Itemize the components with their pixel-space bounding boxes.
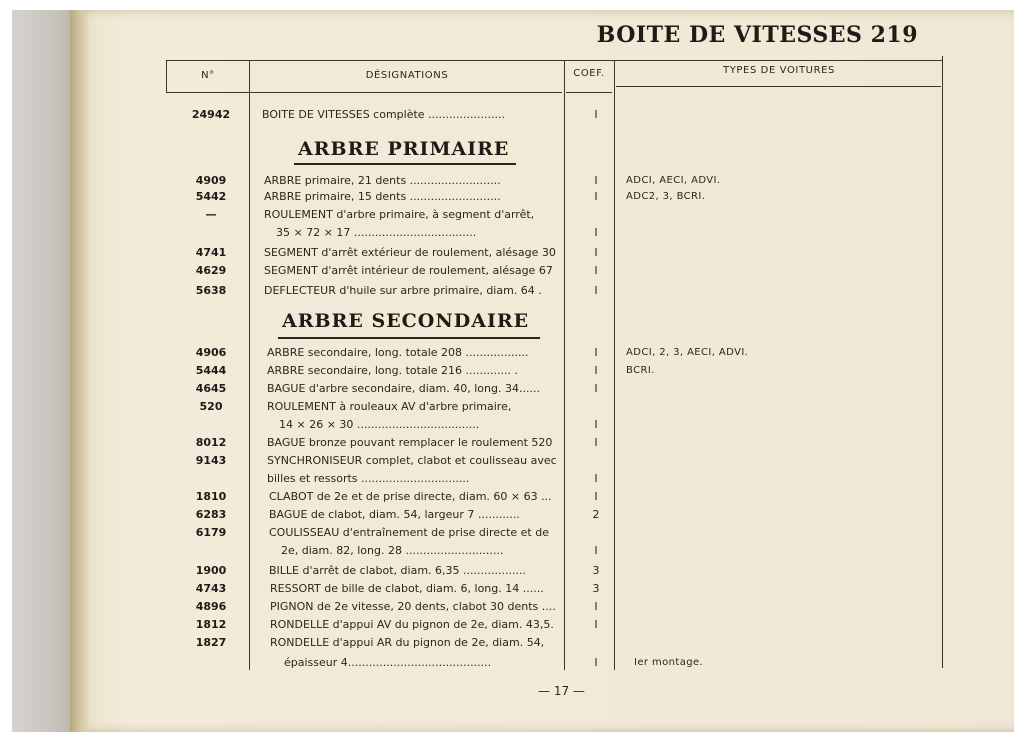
page-number: — 17 — (538, 684, 585, 698)
part-number: 1810 (195, 490, 227, 503)
part-designation: 2e, diam. 82, long. 28 ............................ (281, 544, 504, 557)
section-underline (278, 337, 540, 339)
part-coefficient: I (594, 544, 598, 557)
table-row (0, 655, 1024, 671)
column-header-num: N° (201, 70, 215, 81)
table-row (0, 453, 1024, 469)
part-number: 5444 (195, 364, 227, 377)
vehicle-types: ADCI, AECI, ADVI. (626, 175, 721, 186)
table-row (0, 363, 1024, 379)
table-row (0, 525, 1024, 541)
column-header-coef: COEF. (573, 68, 605, 79)
vehicle-types: ADCI, 2, 3, AECI, ADVI. (626, 347, 749, 358)
part-number: 1827 (195, 636, 227, 649)
table-row (0, 635, 1024, 651)
part-designation: RONDELLE d'appui AR du pignon de 2e, diam. 54, (270, 636, 545, 649)
part-number: 8012 (195, 436, 227, 449)
part-coefficient: I (594, 108, 598, 121)
part-coefficient: I (594, 418, 598, 431)
table-row (0, 399, 1024, 415)
part-designation: BAGUE bronze pouvant remplacer le roulement 520 (267, 436, 553, 449)
section-heading-arbre-primaire: ARBRE PRIMAIRE (298, 138, 510, 160)
part-designation: SEGMENT d'arrêt intérieur de roulement, alésage 67 (264, 264, 553, 277)
column-header-types: TYPES DE VOITURES (722, 65, 836, 76)
table-row (0, 417, 1024, 433)
part-coefficient: 2 (592, 508, 600, 521)
part-designation: CLABOT de 2e et de prise directe, diam. 60 × 63 ... (269, 490, 552, 503)
part-number: 5442 (195, 190, 227, 203)
part-coefficient: I (594, 264, 598, 277)
part-number: 1812 (195, 618, 227, 631)
vehicle-types: ADC2, 3, BCRI. (626, 191, 706, 202)
part-designation: 14 × 26 × 30 ................................... (279, 418, 480, 431)
part-number: 4629 (195, 264, 227, 277)
part-designation: RONDELLE d'appui AV du pignon de 2e, diam. 43,5. (270, 618, 554, 631)
part-number: — (205, 208, 217, 221)
part-designation: ROULEMENT à rouleaux AV d'arbre primaire, (267, 400, 512, 413)
table-row (0, 381, 1024, 397)
table-row (0, 617, 1024, 633)
part-coefficient: I (594, 436, 598, 449)
part-designation: BILLE d'arrêt de clabot, diam. 6,35 .................. (269, 564, 526, 577)
part-number: 4909 (195, 174, 227, 187)
table-row (0, 189, 1024, 205)
part-number: 4645 (195, 382, 227, 395)
part-designation: PIGNON de 2e vitesse, 20 dents, clabot 30 dents .... (270, 600, 556, 613)
part-number: 24942 (191, 108, 231, 121)
part-number: 6179 (195, 526, 227, 539)
part-coefficient: 3 (592, 582, 600, 595)
header-bottom-rule-types (616, 86, 941, 87)
table-row (0, 345, 1024, 361)
part-designation: SYNCHRONISEUR complet, clabot et coulisseau avec (267, 454, 557, 467)
part-coefficient: I (594, 226, 598, 239)
header-bottom-rule-left (166, 92, 562, 93)
part-coefficient: I (594, 382, 598, 395)
part-coefficient: I (594, 364, 598, 377)
part-designation: DEFLECTEUR d'huile sur arbre primaire, diam. 64 . (264, 284, 542, 297)
part-designation: ROULEMENT d'arbre primaire, à segment d'arrêt, (264, 208, 535, 221)
part-coefficient: I (594, 490, 598, 503)
part-number: 4743 (195, 582, 227, 595)
section-underline (294, 163, 516, 165)
part-coefficient: I (594, 284, 598, 297)
table-row (0, 599, 1024, 615)
part-designation: ARBRE secondaire, long. totale 208 .................. (267, 346, 529, 359)
table-row (0, 563, 1024, 579)
part-designation: billes et ressorts ............................... (267, 472, 470, 485)
part-number: 4741 (195, 246, 227, 259)
part-coefficient: I (594, 190, 598, 203)
part-coefficient: I (594, 346, 598, 359)
table-row (0, 207, 1024, 223)
vehicle-types: Ier montage. (634, 657, 704, 668)
table-row (0, 263, 1024, 279)
table-row (0, 507, 1024, 523)
part-coefficient: I (594, 472, 598, 485)
table-top-rule (166, 60, 943, 61)
table-row (0, 245, 1024, 261)
table-row (0, 489, 1024, 505)
table-row (0, 173, 1024, 189)
part-number: 9143 (195, 454, 227, 467)
part-number: 6283 (195, 508, 227, 521)
part-designation: épaisseur 4......................................... (284, 656, 492, 669)
section-heading-arbre-secondaire: ARBRE SECONDAIRE (282, 310, 530, 332)
table-row (0, 225, 1024, 241)
part-coefficient: I (594, 618, 598, 631)
part-designation: ARBRE secondaire, long. totale 216 ............. . (267, 364, 518, 377)
part-designation: COULISSEAU d'entraînement de prise directe et de (269, 526, 549, 539)
column-header-designations: DÉSIGNATIONS (365, 70, 449, 81)
part-designation: RESSORT de bille de clabot, diam. 6, long. 14 ...... (270, 582, 544, 595)
part-coefficient: I (594, 246, 598, 259)
table-row (0, 581, 1024, 597)
part-coefficient: I (594, 174, 598, 187)
table-row (0, 435, 1024, 451)
table-row (0, 107, 1024, 123)
header-bottom-rule-coef (566, 92, 612, 93)
col-divider-left (166, 60, 167, 93)
part-designation: BOITE DE VITESSES complète ...................... (262, 108, 505, 121)
part-designation: 35 × 72 × 17 ................................... (276, 226, 477, 239)
part-coefficient: 3 (592, 564, 600, 577)
part-number: 4896 (195, 600, 227, 613)
vehicle-types: BCRI. (626, 365, 655, 376)
part-designation: BAGUE de clabot, diam. 54, largeur 7 ............ (269, 508, 520, 521)
part-number: 4906 (195, 346, 227, 359)
page-title: BOITE DE VITESSES 219 (596, 22, 918, 48)
table-row (0, 543, 1024, 559)
part-coefficient: I (594, 656, 598, 669)
part-number: 520 (199, 400, 223, 413)
part-coefficient: I (594, 600, 598, 613)
table-row (0, 471, 1024, 487)
part-designation: ARBRE primaire, 15 dents .......................... (264, 190, 501, 203)
part-number: 1900 (195, 564, 227, 577)
part-number: 5638 (195, 284, 227, 297)
table-row (0, 283, 1024, 299)
part-designation: BAGUE d'arbre secondaire, diam. 40, long. 34...... (267, 382, 540, 395)
part-designation: ARBRE primaire, 21 dents .......................... (264, 174, 501, 187)
part-designation: SEGMENT d'arrêt extérieur de roulement, alésage 30 (264, 246, 556, 259)
